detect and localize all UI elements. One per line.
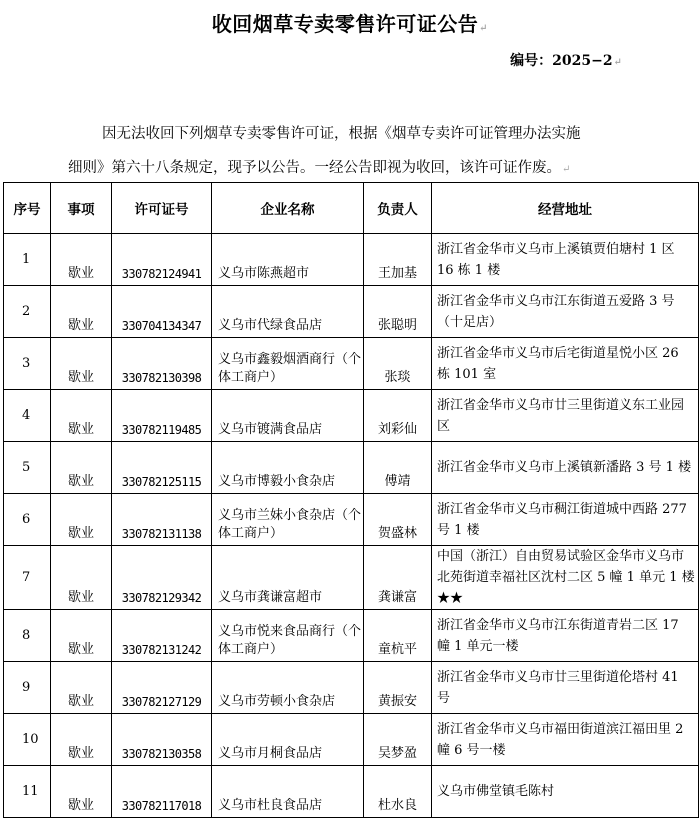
table-row (4, 234, 699, 286)
table-row (4, 286, 699, 338)
row-action: 歇业 (51, 494, 112, 546)
row-business-address: 义乌市佛堂镇毛陈村 (432, 766, 699, 818)
row-license-number: 330782130358 (112, 714, 212, 766)
row-license-number: 330782125115 (112, 442, 212, 494)
row-action: 歇业 (51, 662, 112, 714)
row-index: 7 (4, 546, 51, 610)
row-action: 歇业 (51, 714, 112, 766)
document-number: 编号：2025−2↵ (510, 53, 622, 69)
header-license-number: 许可证号 (112, 183, 212, 234)
row-person-in-charge: 贺盛林 (364, 494, 432, 546)
row-company-name: 义乌市鑫毅烟酒商行（个体工商户） (212, 338, 364, 390)
row-index: 8 (4, 610, 51, 662)
header-company-name: 企业名称 (212, 183, 364, 234)
row-license-number: 330704134347 (112, 286, 212, 338)
row-action: 歇业 (51, 766, 112, 818)
row-business-address: 浙江省金华市义乌市上溪镇贾伯塘村 1 区 16 栋 1 楼 (432, 234, 699, 286)
header-action: 事项 (51, 183, 112, 234)
row-person-in-charge: 张琰 (364, 338, 432, 390)
row-index: 2 (4, 286, 51, 338)
row-business-address: 浙江省金华市义乌市福田街道滨江福田里 2 幢 6 号一楼 (432, 714, 699, 766)
row-index: 10 (4, 714, 51, 766)
row-license-number: 330782119485 (112, 390, 212, 442)
row-company-name: 义乌市兰妹小食杂店（个体工商户） (212, 494, 364, 546)
table-row (4, 442, 699, 494)
row-action: 歇业 (51, 338, 112, 390)
row-business-address: 浙江省金华市义乌市上溪镇新潘路 3 号 1 楼 (432, 442, 699, 494)
row-action: 歇业 (51, 610, 112, 662)
row-person-in-charge: 傅靖 (364, 442, 432, 494)
row-person-in-charge: 吴梦盈 (364, 714, 432, 766)
row-license-number: 330782117018 (112, 766, 212, 818)
row-action: 歇业 (51, 234, 112, 286)
row-business-address: 浙江省金华市义乌市廿三里街道义东工业园区 (432, 390, 699, 442)
row-person-in-charge: 王加基 (364, 234, 432, 286)
row-company-name: 义乌市悦来食品商行（个体工商户） (212, 610, 364, 662)
table-row (4, 610, 699, 662)
row-action: 歇业 (51, 546, 112, 610)
row-license-number: 330782127129 (112, 662, 212, 714)
row-index: 1 (4, 234, 51, 286)
row-business-address: 中国（浙江）自由贸易试验区金华市义乌市北苑街道幸福社区沈村二区 5 幢 1 单元 1 楼★★ (432, 546, 699, 610)
row-company-name: 义乌市劳顿小食杂店 (212, 662, 364, 714)
row-index: 3 (4, 338, 51, 390)
table-row (4, 390, 699, 442)
row-action: 歇业 (51, 442, 112, 494)
header-business-address: 经营地址 (432, 183, 699, 234)
table-row (4, 766, 699, 818)
row-person-in-charge: 龚谦富 (364, 546, 432, 610)
row-business-address: 浙江省金华市义乌市后宅街道星悦小区 26 栋 101 室 (432, 338, 699, 390)
table-row (4, 494, 699, 546)
row-license-number: 330782124941 (112, 234, 212, 286)
row-index: 6 (4, 494, 51, 546)
row-company-name: 义乌市博毅小食杂店 (212, 442, 364, 494)
header-person-in-charge: 负责人 (364, 183, 432, 234)
row-action: 歇业 (51, 390, 112, 442)
row-company-name: 义乌市月桐食品店 (212, 714, 364, 766)
row-index: 11 (4, 766, 51, 818)
row-business-address: 浙江省金华市义乌市廿三里街道伦塔村 41 号 (432, 662, 699, 714)
row-action: 歇业 (51, 286, 112, 338)
table-row (4, 546, 699, 610)
header-index: 序号 (4, 183, 51, 234)
row-company-name: 义乌市陈燕超市 (212, 234, 364, 286)
row-index: 4 (4, 390, 51, 442)
row-person-in-charge: 童杭平 (364, 610, 432, 662)
revoked-license-table (3, 182, 699, 818)
table-header-row (4, 183, 699, 234)
row-license-number: 330782129342 (112, 546, 212, 610)
row-company-name: 义乌市杜良食品店 (212, 766, 364, 818)
row-license-number: 330782131138 (112, 494, 212, 546)
row-person-in-charge: 张聪明 (364, 286, 432, 338)
row-business-address: 浙江省金华市义乌市稠江街道城中西路 277 号 1 楼 (432, 494, 699, 546)
row-business-address: 浙江省金华市义乌市江东街道青岩二区 17 幢 1 单元一楼 (432, 610, 699, 662)
row-person-in-charge: 刘彩仙 (364, 390, 432, 442)
row-license-number: 330782130398 (112, 338, 212, 390)
row-index: 5 (4, 442, 51, 494)
notice-paragraph-2: 细则》第六十八条规定，现予以公告。一经公告即视为收回，该许可证作废。↵ (68, 160, 571, 176)
table-row (4, 714, 699, 766)
row-person-in-charge: 黄振安 (364, 662, 432, 714)
row-company-name: 义乌市代绿食品店 (212, 286, 364, 338)
row-license-number: 330782131242 (112, 610, 212, 662)
row-company-name: 义乌市镀满食品店 (212, 390, 364, 442)
table-row (4, 662, 699, 714)
row-business-address: 浙江省金华市义乌市江东街道五爱路 3 号（十足店） (432, 286, 699, 338)
table-row (4, 338, 699, 390)
notice-paragraph-1: 因无法收回下列烟草专卖零售许可证，根据《烟草专卖许可证管理办法实施 (102, 126, 581, 142)
row-person-in-charge: 杜水良 (364, 766, 432, 818)
notice-title: 收回烟草专卖零售许可证公告↵ (211, 12, 489, 36)
row-index: 9 (4, 662, 51, 714)
row-company-name: 义乌市龚谦富超市 (212, 546, 364, 610)
